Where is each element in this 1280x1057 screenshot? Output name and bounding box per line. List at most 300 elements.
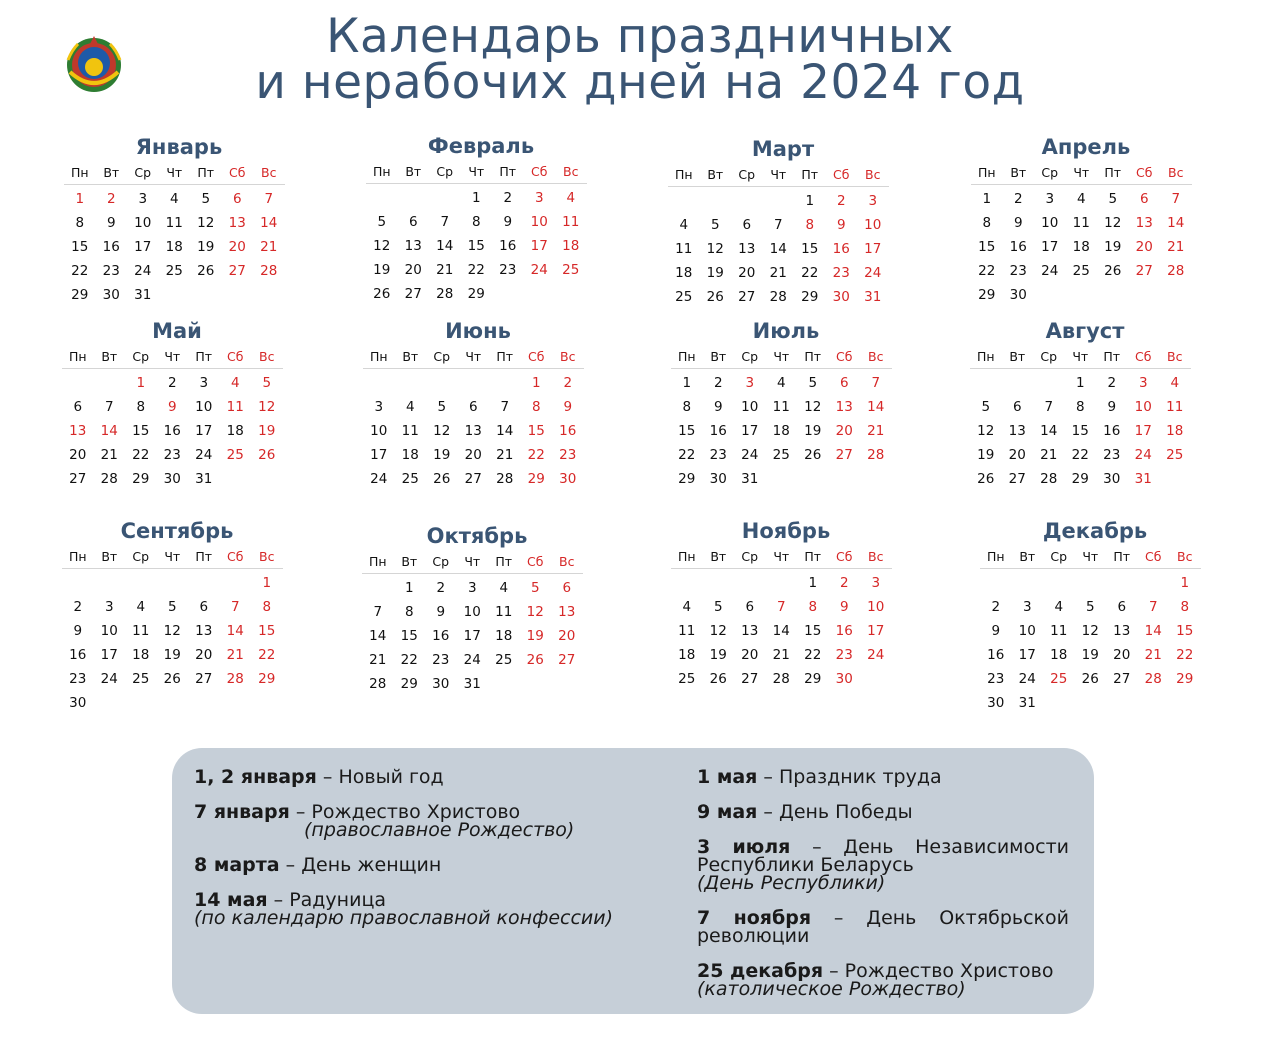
calendar-day: 15 [1176,623,1194,639]
calendar-day: 29 [678,471,696,487]
calendar-day: 20 [741,647,759,663]
calendar-day: 10 [195,399,213,415]
holiday-note: (католическое Рождество) [697,978,966,1000]
calendar-day: 6 [199,599,209,615]
empty-day [1002,371,1034,395]
calendar-day: 27 [1008,471,1026,487]
empty-day [489,371,521,395]
holiday-line [697,836,1069,876]
calendar-day: 3 [467,580,477,596]
weekday-header: Ср [429,161,461,184]
weekday-header: Пн [970,346,1002,369]
calendar-day: 2 [503,190,513,206]
weekday-header: Сб [520,551,552,574]
calendar-day: 30 [559,471,577,487]
calendar-day: 28 [369,676,387,692]
calendar-day: 5 [167,599,177,615]
holiday-name: – День Независимости Республики Беларусь [697,836,1069,876]
holiday-name: – Рождество Христово [823,960,1054,982]
calendar-day: 5 [1085,599,1095,615]
calendar-day: 16 [832,241,850,257]
calendar-day: 7 [1171,191,1181,207]
calendar-day: 30 [163,471,181,487]
empty-day [731,189,763,213]
weekday-header: Сб [220,546,252,569]
calendar-day: 4 [682,599,692,615]
calendar-day: 5 [710,217,720,233]
calendar-day: 22 [132,447,150,463]
month-3 [971,132,1201,307]
calendar-day: 11 [772,399,790,415]
weekday-header: Вс [253,162,285,185]
calendar-day: 12 [1104,215,1122,231]
calendar-day: 11 [401,423,419,439]
calendar-day: 21 [1144,647,1162,663]
calendar-day: 29 [400,676,418,692]
weekday-header: Пт [190,162,222,185]
calendar-day: 14 [1167,215,1185,231]
calendar-day: 26 [977,471,995,487]
holiday-item [194,768,644,786]
calendar-day: 24 [1041,263,1059,279]
month-name: Август [1045,319,1125,343]
weekday-header: Ср [1034,162,1066,185]
calendar-day: 17 [370,447,388,463]
calendar-day: 17 [100,647,118,663]
calendar-day: 3 [745,375,755,391]
calendar-day: 24 [134,263,152,279]
page-title [120,9,1160,110]
calendar-day: 31 [463,676,481,692]
calendar-day: 19 [197,239,215,255]
calendar-day: 9 [73,623,83,639]
calendar-day: 29 [1071,471,1089,487]
calendar-day: 28 [226,671,244,687]
calendar-day: 20 [464,447,482,463]
calendar-day: 5 [201,191,211,207]
empty-day [1138,571,1170,595]
weekday-header: Вс [551,551,583,574]
calendar-day: 18 [1072,239,1090,255]
calendar-day: 25 [401,471,419,487]
holiday-date: 1 мая [697,766,758,788]
calendar-day: 1 [531,375,541,391]
holiday-date: 7 января [194,801,290,823]
month-6 [671,316,901,491]
calendar-day: 2 [713,375,723,391]
calendar-day: 3 [199,375,209,391]
weekday-header: Сб [826,164,858,187]
calendar-day: 31 [134,287,152,303]
calendar-day: 10 [100,623,118,639]
calendar-day: 9 [991,623,1001,639]
calendar-day: 15 [1071,423,1089,439]
empty-day [970,371,1002,395]
calendar-day: 4 [566,190,576,206]
empty-day [220,571,252,595]
calendar-day: 27 [404,286,422,302]
calendar-day: 18 [675,265,693,281]
calendar-day: 18 [678,647,696,663]
calendar-day: 2 [563,375,573,391]
holiday-item [697,803,1069,821]
calendar-day: 22 [527,447,545,463]
calendar-day: 26 [526,652,544,668]
month-name: Май [152,319,202,343]
weekday-header: Чт [157,346,189,369]
month-days-grid [366,161,596,306]
weekday-header: Чт [159,162,191,185]
holiday-date: 3 июля [697,836,791,858]
empty-day [734,571,766,595]
calendar-day: 4 [405,399,415,415]
calendar-day: 30 [102,287,120,303]
calendar-day: 1 [682,375,692,391]
calendar-day: 2 [106,191,116,207]
holiday-item [194,856,644,874]
calendar-day: 31 [741,471,759,487]
weekday-header: Пн [971,162,1003,185]
calendar-day: 7 [373,604,383,620]
calendar-day: 4 [1170,375,1180,391]
calendar-day: 9 [836,217,846,233]
calendar-day: 6 [1117,599,1127,615]
calendar-day: 29 [467,286,485,302]
calendar-day: 15 [678,423,696,439]
title-line-2: и нерабочих дней на 2024 год [255,55,1025,110]
calendar-day: 20 [738,265,756,281]
calendar-day: 11 [1050,623,1068,639]
calendar-day: 23 [835,647,853,663]
calendar-day: 4 [679,217,689,233]
calendar-day: 29 [71,287,89,303]
calendar-day: 28 [1167,263,1185,279]
calendar-day: 8 [531,399,541,415]
weekday-header: Пн [671,546,703,569]
month-4 [62,316,292,491]
calendar-day: 4 [1076,191,1086,207]
calendar-day: 13 [1135,215,1153,231]
weekday-header: Пт [188,546,220,569]
weekday-header: Ср [734,346,766,369]
calendar-day: 19 [258,423,276,439]
calendar-day: 26 [804,447,822,463]
month-7 [970,316,1200,491]
calendar-day: 23 [432,652,450,668]
calendar-day: 25 [165,263,183,279]
calendar-day: 14 [769,241,787,257]
weekday-header: Вс [1160,162,1192,185]
calendar-day: 9 [839,599,849,615]
calendar-day: 22 [71,263,89,279]
calendar-day: 11 [495,604,513,620]
weekday-header: Пт [489,346,521,369]
calendar-day: 16 [709,423,727,439]
weekday-header: Вс [1159,346,1191,369]
calendar-day: 31 [1134,471,1152,487]
calendar-day: 22 [804,647,822,663]
weekday-header: Вс [860,346,892,369]
weekday-header: Ср [426,346,458,369]
weekday-header: Ср [1043,546,1075,569]
weekday-header: Вс [251,546,283,569]
weekday-header: Вс [857,164,889,187]
month-name: Февраль [427,134,535,158]
calendar-day: 19 [1104,239,1122,255]
calendar-day: 13 [835,399,853,415]
calendar-day: 16 [432,628,450,644]
calendar-day: 30 [1009,287,1027,303]
calendar-day: 21 [1167,239,1185,255]
calendar-day: 7 [500,399,510,415]
weekday-header: Вс [860,546,892,569]
calendar-day: 15 [71,239,89,255]
calendar-day: 24 [530,262,548,278]
calendar-day: 5 [808,375,818,391]
calendar-day: 1 [75,191,85,207]
weekday-header: Чт [461,161,493,184]
month-0 [64,132,294,307]
calendar-day: 29 [132,471,150,487]
calendar-day: 21 [769,265,787,281]
month-days-grid [671,346,901,491]
month-1 [366,131,596,306]
calendar-day: 24 [1134,447,1152,463]
calendar-day: 15 [132,423,150,439]
empty-day [157,571,189,595]
calendar-day: 18 [495,628,513,644]
calendar-day: 31 [864,289,882,305]
holiday-note: (по календарю православной конфессии) [194,907,614,929]
calendar-day: 27 [228,263,246,279]
calendar-day: 25 [562,262,580,278]
calendar-day: 5 [713,599,723,615]
calendar-day: 7 [773,217,783,233]
holiday-line [194,766,444,788]
calendar-day: 4 [1054,599,1064,615]
calendar-day: 17 [1041,239,1059,255]
calendar-day: 25 [132,671,150,687]
month-name: Ноябрь [741,519,831,543]
calendar-day: 3 [1022,599,1032,615]
empty-day [668,189,700,213]
calendar-day: 18 [401,447,419,463]
month-days-grid [671,546,901,691]
calendar-day: 15 [258,623,276,639]
calendar-day: 18 [165,239,183,255]
calendar-day: 28 [260,263,278,279]
calendar-day: 15 [978,239,996,255]
calendar-day: 15 [467,238,485,254]
calendar-day: 16 [1103,423,1121,439]
calendar-day: 20 [835,423,853,439]
calendar-day: 29 [258,671,276,687]
calendar-day: 16 [69,647,87,663]
calendar-day: 20 [1135,239,1153,255]
weekday-header: Пн [668,164,700,187]
calendar-day: 15 [801,241,819,257]
calendar-day: 29 [978,287,996,303]
holiday-line [697,766,942,788]
empty-day [94,571,126,595]
calendar-day: 2 [836,193,846,209]
calendar-day: 26 [258,447,276,463]
calendar-day: 20 [1113,647,1131,663]
weekday-header: Ср [1033,346,1065,369]
calendar-day: 11 [165,215,183,231]
calendar-day: 23 [1009,263,1027,279]
weekday-header: Пн [366,161,398,184]
calendar-day: 19 [977,447,995,463]
calendar-day: 21 [772,647,790,663]
weekday-header: Чт [1065,346,1097,369]
calendar-day: 23 [832,265,850,281]
calendar-day: 7 [871,375,881,391]
calendar-day: 25 [1166,447,1184,463]
weekday-header: Пн [62,346,94,369]
empty-day [1106,571,1138,595]
calendar-day: 24 [370,471,388,487]
calendar-day: 1 [808,575,818,591]
calendar-day: 9 [713,399,723,415]
calendar-day: 8 [262,599,272,615]
calendar-day: 2 [436,580,446,596]
calendar-day: 26 [373,286,391,302]
weekday-header: Вт [703,346,735,369]
calendar-day: 23 [499,262,517,278]
calendar-day: 17 [864,241,882,257]
holiday-date: 1, 2 января [194,766,317,788]
calendar-day: 6 [839,375,849,391]
empty-day [458,371,490,395]
calendar-day: 11 [132,623,150,639]
holiday-item [697,909,1069,945]
calendar-day: 6 [562,580,572,596]
calendar-day: 17 [741,423,759,439]
calendar-day: 5 [530,580,540,596]
calendar-day: 12 [709,623,727,639]
holiday-note: (День Республики) [697,872,886,894]
calendar-day: 17 [1134,423,1152,439]
weekday-header: Чт [1075,546,1107,569]
calendar-day: 8 [471,214,481,230]
calendar-day: 20 [69,447,87,463]
calendar-day: 21 [369,652,387,668]
calendar-day: 13 [404,238,422,254]
holiday-note: (православное Рождество) [304,819,575,841]
weekday-header: Пт [488,551,520,574]
empty-day [671,571,703,595]
calendar-day: 12 [706,241,724,257]
empty-day [188,571,220,595]
calendar-day: 13 [1113,623,1131,639]
calendar-day: 9 [1107,399,1117,415]
month-name: Декабрь [1042,519,1148,543]
calendar-day: 29 [801,289,819,305]
empty-day [980,571,1012,595]
holiday-date: 9 мая [697,801,758,823]
calendar-day: 24 [100,671,118,687]
calendar-day: 25 [678,671,696,687]
calendar-day: 30 [832,289,850,305]
weekday-header: Пн [362,551,394,574]
calendar-day: 18 [772,423,790,439]
calendar-day: 19 [373,262,391,278]
weekday-header: Чт [1066,162,1098,185]
calendar-day: 12 [258,399,276,415]
calendar-day: 20 [228,239,246,255]
calendar-day: 13 [741,623,759,639]
weekday-header: Чт [457,551,489,574]
calendar-day: 14 [867,399,885,415]
weekday-header: Сб [220,346,252,369]
holiday-name: – Праздник труда [757,766,942,788]
calendar-day: 2 [839,575,849,591]
calendar-day: 9 [106,215,116,231]
calendar-day: 23 [709,447,727,463]
calendar-day: 12 [197,215,215,231]
calendar-day: 18 [226,423,244,439]
calendar-day: 14 [260,215,278,231]
empty-day [366,186,398,210]
calendar-day: 19 [526,628,544,644]
month-days-grid [62,346,292,491]
calendar-day: 25 [675,289,693,305]
calendar-day: 30 [1103,471,1121,487]
month-5 [363,316,593,491]
calendar-day: 21 [260,239,278,255]
calendar-day: 23 [102,263,120,279]
weekday-header: Ср [425,551,457,574]
calendar-day: 28 [100,471,118,487]
calendar-day: 3 [534,190,544,206]
weekday-header: Пн [980,546,1012,569]
calendar-day: 25 [226,447,244,463]
empty-day [1043,571,1075,595]
calendar-day: 12 [526,604,544,620]
calendar-day: 19 [804,423,822,439]
calendar-day: 22 [258,647,276,663]
calendar-day: 5 [1108,191,1118,207]
weekday-header: Пт [188,346,220,369]
calendar-day: 16 [1009,239,1027,255]
empty-day [766,571,798,595]
calendar-day: 4 [136,599,146,615]
month-name: Январь [135,135,223,159]
calendar-day: 3 [868,193,878,209]
calendar-day: 17 [867,623,885,639]
holiday-name: – День Октябрьской революции [697,907,1069,947]
calendar-day: 4 [169,191,179,207]
calendar-day: 1 [1075,375,1085,391]
calendar-day: 2 [167,375,177,391]
calendar-day: 28 [496,471,514,487]
weekday-header: Вс [555,161,587,184]
calendar-day: 27 [69,471,87,487]
calendar-day: 14 [436,238,454,254]
calendar-day: 1 [262,575,272,591]
weekday-header: Вс [552,346,584,369]
title-line-1: Календарь праздничных [326,9,954,64]
calendar-day: 20 [195,647,213,663]
calendar-day: 14 [496,423,514,439]
holiday-date: 7 ноября [697,907,812,929]
calendar-day: 12 [433,423,451,439]
calendar-day: 20 [558,628,576,644]
calendar-day: 27 [738,289,756,305]
calendar-day: 22 [400,652,418,668]
calendar-day: 8 [805,217,815,233]
